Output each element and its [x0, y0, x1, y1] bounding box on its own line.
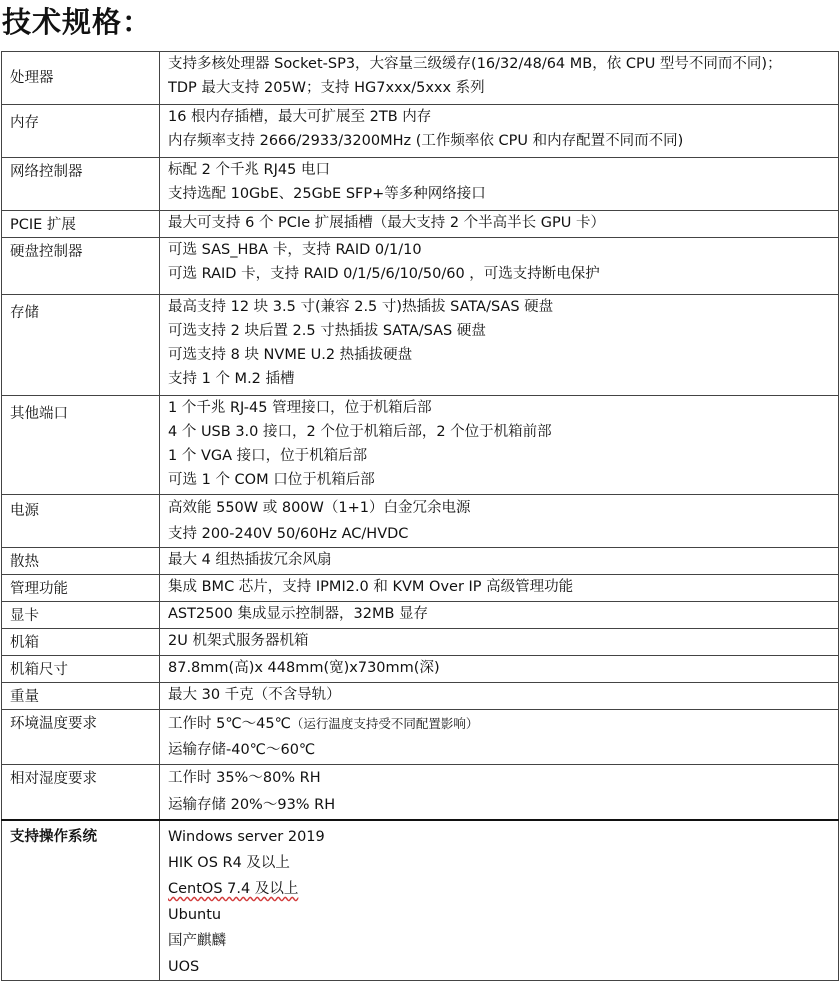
- value-line: 支持选配 10GbE、25GbE SFP+等多种网络接口: [168, 186, 486, 202]
- value-line: 1 个千兆 RJ-45 管理接口，位于机箱后部: [168, 400, 432, 416]
- row-label-os: 支持操作系统: [2, 820, 160, 981]
- row-label-power: 电源: [2, 495, 160, 548]
- row-label-chassis: 机箱: [2, 629, 160, 656]
- row-value: [160, 238, 839, 295]
- table-row: [2, 211, 839, 238]
- value-line: 16 根内存插槽，最大可扩展至 2TB 内存: [168, 109, 432, 125]
- value-line: TDP 最大支持 205W；支持 HG7xxx/5xxx 系列: [168, 80, 485, 96]
- page-title: 技术规格：: [2, 5, 153, 39]
- table-row: [2, 765, 839, 821]
- row-value: [160, 765, 839, 821]
- row-value: [160, 158, 839, 211]
- value-line: 支持 200-240V 50/60Hz AC/HVDC: [168, 526, 409, 542]
- row-value: [160, 295, 839, 396]
- table-row: [2, 575, 839, 602]
- row-value: [160, 548, 839, 575]
- row-value: [160, 211, 839, 238]
- value-line: 内存频率支持 2666/2933/3200MHz (工作频率依 CPU 和内存配置不同而不同): [168, 133, 684, 149]
- table-row: [2, 683, 839, 710]
- value-line: 支持多核处理器 Socket-SP3，大容量三级缓存(16/32/48/64 MB，依 CPU 型号不同而不同)；: [168, 56, 782, 72]
- row-label-dimensions: 机箱尺寸: [2, 656, 160, 683]
- table-row: [2, 548, 839, 575]
- value-line: [168, 710, 834, 737]
- value-line: 最大可支持 6 个 PCIe 扩展插槽（最大支持 2 个半高半长 GPU 卡）: [168, 215, 605, 231]
- row-label-other-ports: 其他端口: [2, 396, 160, 495]
- row-value: [160, 396, 839, 495]
- value-line: 工作时 35%～80% RH: [168, 770, 321, 786]
- table-row: [2, 656, 839, 683]
- value-line: AST2500 集成显示控制器，32MB 显存: [168, 606, 429, 622]
- row-label-disk-controller: 硬盘控制器: [2, 238, 160, 295]
- row-label-pcie: PCIE 扩展: [2, 211, 160, 238]
- row-value: [160, 820, 839, 981]
- value-line: 运输存储-40℃～60℃: [168, 742, 316, 758]
- row-label-memory: 内存: [2, 105, 160, 158]
- value-line: 4 个 USB 3.0 接口，2 个位于机箱后部，2 个位于机箱前部: [168, 424, 552, 440]
- value-line: 最高支持 12 块 3.5 寸(兼容 2.5 寸)热插拔 SATA/SAS 硬盘: [168, 299, 554, 315]
- value-line: 可选支持 8 块 NVME U.2 热插拔硬盘: [168, 347, 413, 363]
- row-value: [160, 105, 839, 158]
- value-line: 87.8mm(高)x 448mm(宽)x730mm(深): [168, 660, 440, 676]
- value-line: UOS: [168, 959, 200, 975]
- table-row: [2, 820, 839, 981]
- row-label-temperature: 环境温度要求: [2, 710, 160, 765]
- value-line: 可选支持 2 块后置 2.5 寸热插拔 SATA/SAS 硬盘: [168, 323, 486, 339]
- row-value: [160, 575, 839, 602]
- table-row: [2, 105, 839, 158]
- value-line: 运输存储 20%～93% RH: [168, 797, 336, 813]
- value-line: 支持 1 个 M.2 插槽: [168, 371, 295, 387]
- row-label-network: 网络控制器: [2, 158, 160, 211]
- table-row: [2, 710, 839, 765]
- value-line: 可选 RAID 卡，支持 RAID 0/1/5/6/10/50/60 ，可选支持断电保护: [168, 266, 600, 282]
- value-line: 可选 SAS_HBA 卡，支持 RAID 0/1/10: [168, 242, 422, 258]
- table-row: [2, 52, 839, 105]
- table-row: [2, 238, 839, 295]
- row-value: [160, 629, 839, 656]
- value-line: 最大 30 千克（不含导轨）: [168, 687, 341, 703]
- row-value: [160, 710, 839, 765]
- value-line: CentOS 7.4 及以上: [168, 881, 299, 897]
- row-label-cpu: 处理器: [2, 52, 160, 105]
- value-line: 标配 2 个千兆 RJ45 电口: [168, 162, 330, 178]
- row-value: [160, 683, 839, 710]
- table-row: [2, 396, 839, 495]
- row-label-humidity: 相对湿度要求: [2, 765, 160, 821]
- temperature-operating: 工作时 5℃～45℃: [168, 716, 291, 732]
- table-row: [2, 158, 839, 211]
- row-value: [160, 495, 839, 548]
- value-line: 2U 机架式服务器机箱: [168, 633, 309, 649]
- row-label-graphics: 显卡: [2, 602, 160, 629]
- table-row: [2, 295, 839, 396]
- value-line: 最大 4 组热插拔冗余风扇: [168, 552, 332, 568]
- table-row: [2, 495, 839, 548]
- value-line: Ubuntu: [168, 907, 222, 923]
- value-line: 1 个 VGA 接口，位于机箱后部: [168, 448, 368, 464]
- row-label-cooling: 散热: [2, 548, 160, 575]
- row-value: [160, 656, 839, 683]
- value-line: Windows server 2019: [168, 829, 325, 845]
- value-line: 高效能 550W 或 800W（1+1）白金冗余电源: [168, 500, 471, 516]
- spec-table: [1, 51, 839, 981]
- table-row: [2, 602, 839, 629]
- row-label-weight: 重量: [2, 683, 160, 710]
- row-value: [160, 52, 839, 105]
- value-line: 国产麒麟: [168, 933, 226, 949]
- row-label-storage: 存储: [2, 295, 160, 396]
- value-line: 集成 BMC 芯片，支持 IPMI2.0 和 KVM Over IP 高级管理功能: [168, 579, 574, 595]
- row-value: [160, 602, 839, 629]
- value-line: 可选 1 个 COM 口位于机箱后部: [168, 472, 375, 488]
- value-line: HIK OS R4 及以上: [168, 855, 290, 871]
- row-label-management: 管理功能: [2, 575, 160, 602]
- temperature-note: （运行温度支持受不同配置影响）: [290, 716, 479, 731]
- table-row: [2, 629, 839, 656]
